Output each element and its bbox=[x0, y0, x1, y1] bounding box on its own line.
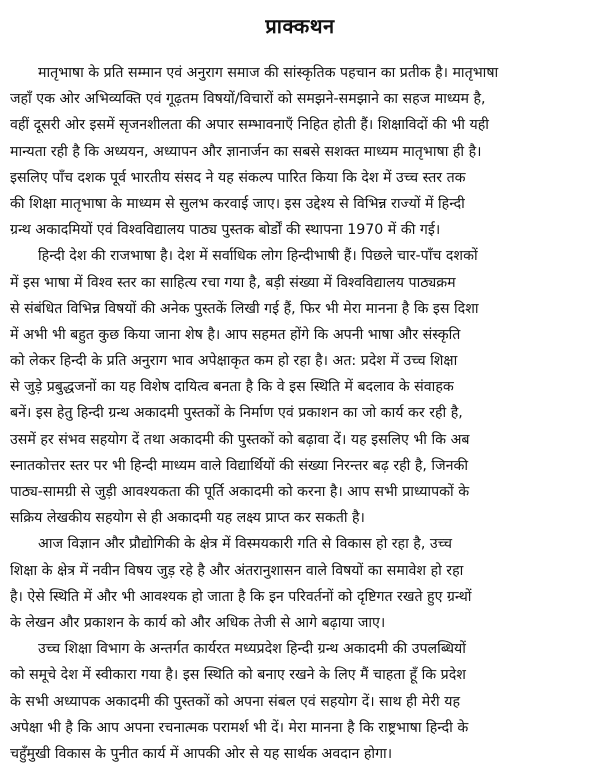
paragraph-line: आज विज्ञान और प्रौद्योगिकी के क्षेत्र में विस्मयकारी गति से विकास हो रहा है, उच्च bbox=[38, 536, 452, 553]
paragraph-line: जहाँ एक ओर अभिव्यक्ति एवं गूढ़तम विषयों/विचारों को समझने-समझाने का सहज माध्यम है, bbox=[10, 91, 486, 108]
paragraph-line: इसलिए पाँच दशक पूर्व भारतीय संसद ने यह संकल्प पारित किया कि देश में उच्च स्तर तक bbox=[10, 169, 466, 186]
paragraph-2 bbox=[10, 243, 588, 531]
paragraph-line: से संबंधित विभिन्न विषयों की अनेक पुस्तकें लिखी गई हैं, फिर भी मेरा मानना है कि इस दिशा bbox=[10, 300, 479, 317]
paragraph-line: की शिक्षा मातृभाषा के माध्यम से सुलभ करवाई जाए। इस उद्देश्य से विभिन्न राज्यों में हिन्दी bbox=[10, 195, 465, 212]
paragraph-line: मान्यता रही है कि अध्ययन, अध्यापन और ज्ञानार्जन का सबसे सशक्त माध्यम मातृभाषा ही है। bbox=[10, 143, 482, 160]
paragraph-line: के लेखन और प्रकाशन के कार्य को और अधिक तेजी से आगे बढ़ाया जाए। bbox=[10, 614, 386, 631]
paragraph-line: पाठ्य-सामग्री से जुड़ी आवश्यकता की पूर्ति अकादमी को करना है। आप सभी प्राध्यापकों के bbox=[10, 484, 470, 500]
paragraph-line: बनें। इस हेतु हिन्दी ग्रन्थ अकादमी पुस्तकों के निर्माण एवं प्रकाशन का जो कार्य कर रही है, bbox=[10, 405, 463, 422]
paragraph-line: में इस भाषा में विश्व स्तर का साहित्य रचा गया है, बड़ी संख्या में विश्वविद्यालय पाठ्यक्रम bbox=[10, 274, 456, 291]
paragraph-line: उच्च शिक्षा विभाग के अन्तर्गत कार्यरत मध्यप्रदेश हिन्दी ग्रन्थ अकादमी की उपलब्धियों bbox=[38, 641, 466, 658]
paragraph-line: अपेक्षा भी है कि आप अपना रचनात्मक परामर्श भी दें। मेरा मानना है कि राष्ट्रभाषा हिन्दी के bbox=[10, 719, 469, 736]
document-body bbox=[10, 60, 588, 767]
paragraph-line: शिक्षा के क्षेत्र में नवीन विषय जुड़ रहे है और अंतरानुशासन वाले विषयों का समावेश हो रहा bbox=[10, 562, 464, 579]
paragraph-line: स्नातकोत्तर स्तर पर भी हिन्दी माध्यम वाले विद्यार्थियों की संख्या निरन्तर बढ़ रही है, जिनकी bbox=[10, 457, 469, 474]
paragraph-line: चहुँमुखी विकास के पुनीत कार्य में आपकी ओर से यह सार्थक अवदान होगा। bbox=[10, 745, 393, 762]
paragraph-line: सक्रिय लेखकीय सहयोग से ही अकादमी यह लक्ष्य प्राप्त कर सकती है। bbox=[10, 510, 365, 527]
paragraph-4 bbox=[10, 636, 588, 767]
paragraph-line: को लेकर हिन्दी के प्रति अनुराग भाव अपेक्षाकृत कम हो रहा है। अत: प्रदेश में उच्च शिक्षा bbox=[10, 353, 458, 370]
page-title: प्राक्कथन bbox=[265, 14, 335, 38]
paragraph-line: वहीं दूसरी ओर इसमें सृजनशीलता की अपार सम्भावनाएँ निहित होती हैं। शिक्षाविदों की भी यही bbox=[10, 117, 489, 134]
paragraph-line: उसमें हर संभव सहयोग दें तथा अकादमी की पुस्तकों को बढ़ावा दें। यह इसलिए भी कि अब bbox=[10, 431, 470, 448]
paragraph-3 bbox=[10, 531, 588, 636]
paragraph-1 bbox=[10, 60, 588, 243]
paragraph-line: में अभी भी बहुत कुछ किया जाना शेष है। आप सहमत होंगे कि अपनी भाषा और संस्कृति bbox=[10, 326, 461, 343]
paragraph-line: से जुड़े प्रबुद्धजनों का यह विशेष दायित्व बनता है कि वे इस स्थिति में बदलाव के संवाहक bbox=[10, 379, 454, 396]
paragraph-line: को समूचे देश में स्वीकारा गया है। इस स्थिति को बनाए रखने के लिए मैं चाहता हूँ कि प्रदेश bbox=[10, 667, 466, 684]
paragraph-line: के सभी अध्यापक अकादमी की पुस्तकों को अपना संबल एवं सहयोग दें। साथ ही मेरी यह bbox=[10, 693, 460, 710]
paragraph-line: ग्रन्थ अकादमियों एवं विश्वविद्यालय पाठ्य पुस्तक बोर्डों की स्थापना 1970 में की गई। bbox=[10, 222, 441, 239]
paragraph-line: है। ऐसे स्थिति में और भी आवश्यक हो जाता है कि इन परिवर्तनों को दृष्टिगत रखते हुए ग्रन्थों bbox=[10, 588, 472, 605]
paragraph-line: मातृभाषा के प्रति सम्मान एवं अनुराग समाज की सांस्कृतिक पहचान का प्रतीक है। मातृभाषा bbox=[38, 65, 499, 81]
paragraph-line: हिन्दी देश की राजभाषा है। देश में सर्वाधिक लोग हिन्दीभाषी हैं। पिछले चार-पाँच दशकों bbox=[38, 248, 478, 265]
